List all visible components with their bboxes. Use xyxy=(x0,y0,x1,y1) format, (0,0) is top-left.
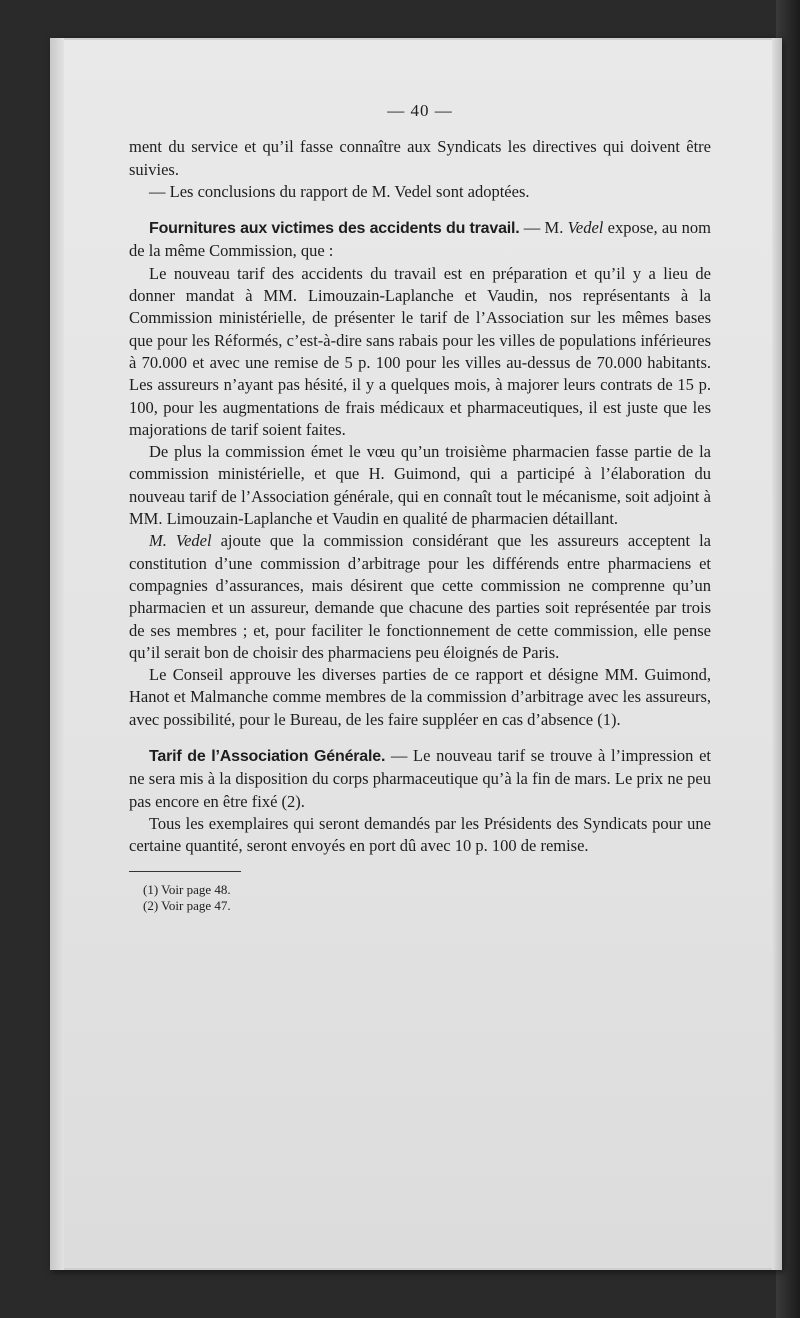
section-tarif-intro xyxy=(129,745,711,813)
tarif-text: — Le nouveau tarif se trouve à l’impression et ne sera mis à la disposition du corps pharmaceutique qu’à la fin de mars. Le prix ne peu pas encore en être fixé (2). xyxy=(129,746,711,811)
page-text xyxy=(129,100,711,914)
intro-prefix: — M. xyxy=(519,218,568,238)
paragraph-conseil-approuve: Le Conseil approuve les diverses parties de ce rapport et désigne MM. Guimond, Hanot et Malmanche comme membres de la commission d’arbitrage avec les assureurs, avec possibilité, pour le Bureau, de les faire suppléer en cas d’absence (1). xyxy=(129,665,711,729)
intro-suffix: expose, au nom de la même Commission, que : xyxy=(129,218,711,261)
paragraph-exemplaires: Tous les exemplaires qui seront demandés par les Présidents des Syndicats pour une certaine quantité, seront envoyés en port dû avec 10 p. 100 de remise. xyxy=(129,813,711,856)
page-number: — 40 — xyxy=(387,101,453,120)
paragraph-troisieme-pharmacien: De plus la commission émet le vœu qu’un troisième pharmacien fasse partie de la commission ministérielle, et que H. Guimond, qui a participé à l’élaboration du nouveau tarif de l’Association générale, qui en connaît tout le mécanisme, soit adjoint à MM. Limouzain-Laplanche et Vaudin en qualité de pharmacien détaillant. xyxy=(129,442,711,529)
section-heading-tarif: Tarif de l’Association Générale. xyxy=(149,748,386,766)
vedel-name: M. Vedel xyxy=(149,531,212,551)
paragraph-vedel-arbitrage xyxy=(129,530,711,664)
section-fournitures-intro xyxy=(129,217,711,263)
footnote-2: (2) Voir page 47. xyxy=(143,897,231,913)
page-edge-left xyxy=(50,38,64,1270)
footnote-rule xyxy=(129,871,241,872)
page-edge-right xyxy=(772,38,782,1270)
intro-name: Vedel xyxy=(567,218,604,238)
vedel-arbitrage-text: ajoute que la commission considérant que les assureurs acceptent la constitution d’une commission d’arbitrage pour les différends entre pharmaciens et compagnies d’assurances, mais désirent que cette commission ne comprenne qu’un pharmacien et un assureur, demande que chacune des parties soit représentée par trois de ses membres ; et, pour faciliter le fonctionnement de cette commission, elle pense qu’il serait bon de choisir des pharmaciens peu éloignés de Paris. xyxy=(129,531,711,662)
footnote-1: (1) Voir page 48. xyxy=(143,881,231,897)
paragraph-continuation: ment du service et qu’il fasse connaître aux Syndicats les directives qui doivent être suivies. xyxy=(129,137,711,179)
section-heading-fournitures: Fournitures aux victimes des accidents du travail. xyxy=(149,220,520,238)
paragraph-tarif-accidents: Le nouveau tarif des accidents du travail est en préparation et qu’il y a lieu de donner mandat à MM. Limouzain-Laplanche et Vaudin, nos représentants à la Commission ministérielle, de présenter le tarif de l’Association sur les mêmes bases que pour les Réformés, c’est-à-dire sans rabais pour les villes de populations inférieures à 70.000 et avec une remise de 5 p. 100 pour les villes au-dessus de 70.000 habitants. Les assureurs n’ayant pas hésité, il y a quelques mois, à majorer leurs contrats de 15 p. 100, pour les augmentations de frais médicaux et pharmaceutiques, il est juste que les majorations de tarif soient faites. xyxy=(129,263,711,439)
paragraph-conclusions: — Les conclusions du rapport de M. Vedel sont adoptées. xyxy=(149,181,530,201)
